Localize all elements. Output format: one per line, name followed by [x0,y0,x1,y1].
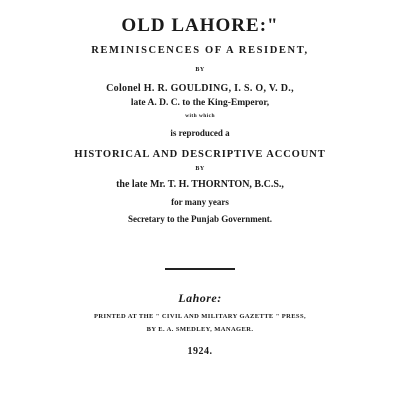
historical-account-title: HISTORICAL AND DESCRIPTIVE ACCOUNT [74,149,326,160]
publication-city: Lahore: [178,291,222,305]
printer-press-line: PRINTED AT THE " CIVIL AND MILITARY GAZETTE " PRESS, [93,313,306,320]
publication-year: 1924. [187,346,213,357]
author-name: Colonel H. R. GOULDING, I. S. O, V. D., [106,83,294,94]
reproduced-text: is reproduced a [170,128,230,138]
by-label: BY [195,67,205,73]
for-many-years-text: for many years [171,197,229,207]
with-which-text: with which [185,113,215,119]
book-title: OLD LAHORE:" [121,15,279,36]
author-title: late A. D. C. to the King-Emperor, [130,98,270,108]
divider-rule [165,268,235,270]
secretary-text: Secretary to the Punjab Government. [127,214,273,224]
second-author-name: the late Mr. T. H. THORNTON, B.C.S., [116,179,284,190]
book-subtitle: REMINISCENCES OF A RESIDENT, [91,45,309,56]
second-by-label: BY [195,166,205,172]
printer-manager-line: BY E. A. SMEDLEY, MANAGER. [146,326,254,333]
